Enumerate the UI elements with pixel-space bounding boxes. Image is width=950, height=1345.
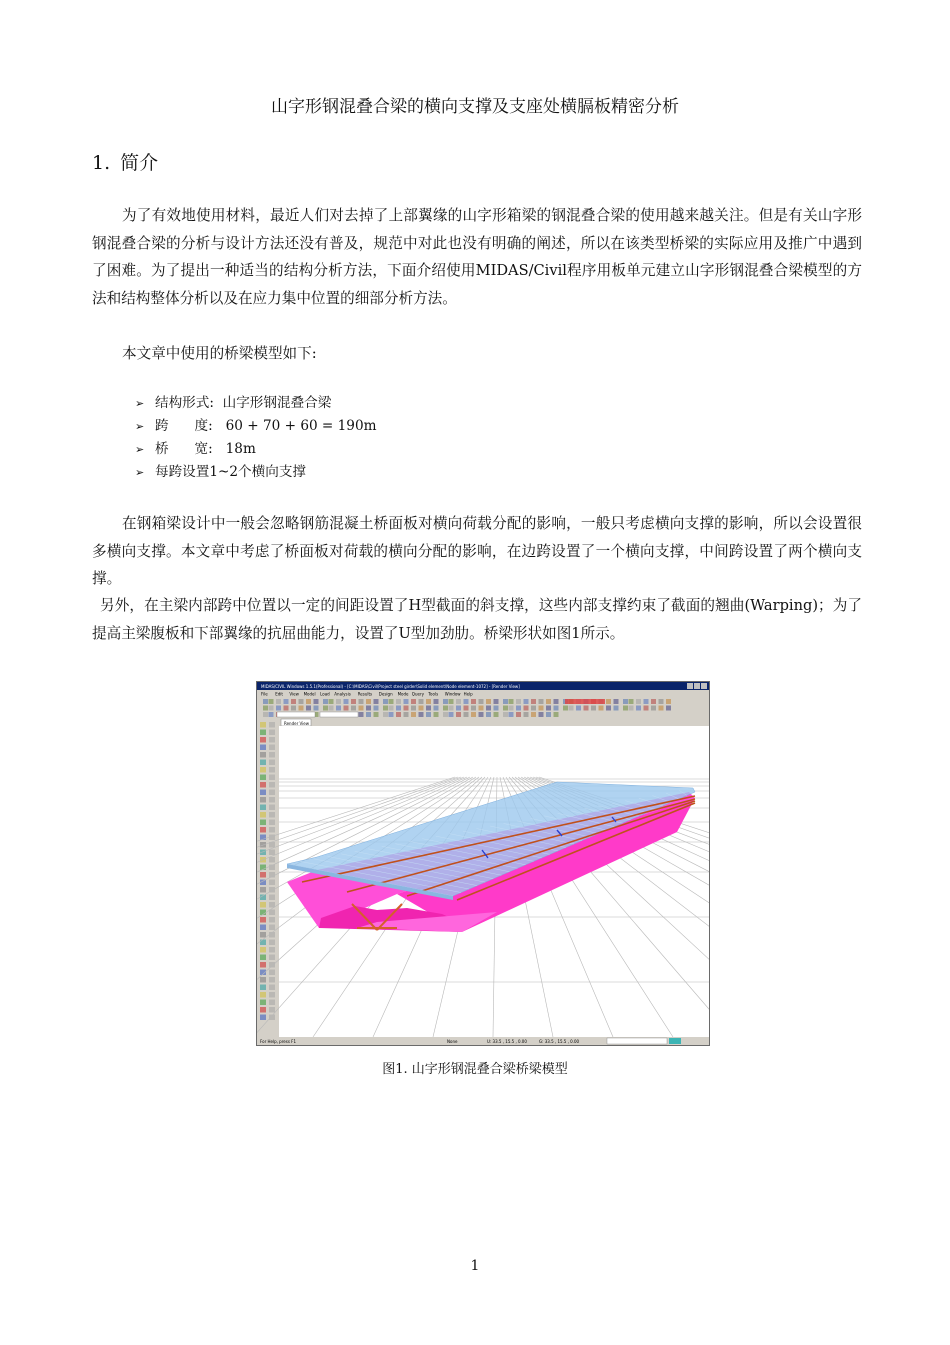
menu-item[interactable]: Tools <box>428 691 439 697</box>
left-toolbar-icon[interactable] <box>260 887 266 893</box>
left-toolbar-icon[interactable] <box>269 782 275 788</box>
figure-caption: 图1. 山字形钢混叠合梁桥梁模型 <box>382 1062 568 1077</box>
toolbar-button-icon[interactable] <box>644 699 649 704</box>
toolbar-button-icon[interactable] <box>404 712 409 717</box>
toolbar-button-icon[interactable] <box>456 699 461 704</box>
toolbar-button-icon[interactable] <box>486 706 491 711</box>
list-item: ➢ 桥 宽: 18m <box>135 438 376 461</box>
toolbar-button-icon[interactable] <box>509 712 514 717</box>
section-number: 1. <box>92 152 111 174</box>
toolbar-button-icon[interactable] <box>471 712 476 717</box>
menu-item[interactable]: View <box>289 691 299 697</box>
toolbar-button-icon[interactable] <box>659 706 664 711</box>
left-toolbar-icon[interactable] <box>269 925 275 931</box>
left-toolbar-icon[interactable] <box>269 1007 275 1013</box>
document-title: 山字形钢混叠合梁的横向支撑及支座处横膈板精密分析 <box>271 97 679 117</box>
left-toolbar-icon[interactable] <box>260 1015 266 1021</box>
toolbar-button-icon[interactable] <box>299 706 304 711</box>
toolbar-button-icon[interactable] <box>329 699 334 704</box>
toolbar-dropdown[interactable] <box>277 712 315 717</box>
left-toolbar-icon[interactable] <box>269 970 275 976</box>
toolbar-button-icon[interactable] <box>666 706 671 711</box>
toolbar-button-icon[interactable] <box>351 706 356 711</box>
toolbar-button-icon[interactable] <box>263 712 268 717</box>
left-toolbar-icon[interactable] <box>269 1000 275 1006</box>
menu-item[interactable]: Window <box>444 691 461 697</box>
toolbar-button-icon[interactable] <box>389 699 394 704</box>
figure-screenshot <box>256 681 710 1046</box>
toolbar-button-icon[interactable] <box>554 706 559 711</box>
menu-item[interactable]: Help <box>463 691 473 697</box>
left-toolbar-icon[interactable] <box>269 760 275 766</box>
toolbar-button-icon[interactable] <box>291 706 296 711</box>
toolbar-button-icon[interactable] <box>306 706 311 711</box>
left-toolbar-icon[interactable] <box>260 1000 266 1006</box>
toolbar-button-icon[interactable] <box>531 706 536 711</box>
toolbar-button-icon[interactable] <box>323 699 328 704</box>
intro-text: 为了有效地使用材料，最近人们对去掉了上部翼缘的山字形箱梁的钢混叠合梁的使用越来越关注。但是有关山字形钢混叠合梁的分析与设计方法还没有普及，规范中对此也没有明确的阐述，所以在该类型桥梁的实际应用及推广中遇到了困难。为了提出一种适当的结构分析方法，下面介绍使用MIDAS/Civil程序用板单元建立山字形钢混叠合梁模型的方法和结构整体分析以及在应力集中位置的细部分析方法。 <box>92 207 862 307</box>
toolbar-button-icon[interactable] <box>374 712 379 717</box>
toolbar-button-icon[interactable] <box>443 712 448 717</box>
toolbar-button-icon[interactable] <box>464 706 469 711</box>
toolbar-button-icon[interactable] <box>336 699 341 704</box>
left-toolbar-icon[interactable] <box>269 992 275 998</box>
toolbar-group-icon[interactable] <box>565 699 605 704</box>
menu-item[interactable]: File <box>261 691 268 697</box>
menu-item[interactable]: Load <box>320 691 330 697</box>
left-toolbar-icon[interactable] <box>260 745 266 751</box>
left-toolbar-icon[interactable] <box>260 917 266 923</box>
left-toolbar-icon[interactable] <box>260 947 266 953</box>
toolbar-button-icon[interactable] <box>464 712 469 717</box>
toolbar-button-icon[interactable] <box>606 699 611 704</box>
left-toolbar-icon[interactable] <box>260 992 266 998</box>
status-unit: None <box>447 1039 458 1044</box>
toolbar-button-icon[interactable] <box>629 699 634 704</box>
design-paragraph-1 <box>92 510 862 593</box>
left-toolbar-icon[interactable] <box>260 752 266 758</box>
toolbar-button-icon[interactable] <box>503 699 508 704</box>
toolbar-button-icon[interactable] <box>651 706 656 711</box>
toolbar-button-icon[interactable] <box>531 712 536 717</box>
toolbar-button-icon[interactable] <box>284 706 289 711</box>
menu-item[interactable]: Design <box>378 691 393 697</box>
design-paragraph-2 <box>92 592 862 647</box>
toolbar-button-icon[interactable] <box>659 699 664 704</box>
toolbar-button-icon[interactable] <box>443 706 448 711</box>
section-label: 简介 <box>120 152 159 174</box>
left-toolbar-icon[interactable] <box>260 925 266 931</box>
arrow-bullet-icon: ➢ <box>135 466 145 479</box>
toolbar-button-icon[interactable] <box>516 712 521 717</box>
toolbar-button-icon[interactable] <box>276 699 281 704</box>
toolbar-button-icon[interactable] <box>614 699 619 704</box>
toolbar-button-icon[interactable] <box>344 699 349 704</box>
left-toolbar-icon[interactable] <box>269 767 275 773</box>
toolbar-button-icon[interactable] <box>599 706 604 711</box>
toolbar-button-icon[interactable] <box>539 699 544 704</box>
menu-item[interactable]: Model <box>303 691 316 697</box>
toolbar-button-icon[interactable] <box>389 712 394 717</box>
toolbar-button-icon[interactable] <box>524 706 529 711</box>
left-toolbar-icon[interactable] <box>260 895 266 901</box>
left-toolbar-icon[interactable] <box>260 767 266 773</box>
toolbar-button-icon[interactable] <box>396 712 401 717</box>
toolbar-button-icon[interactable] <box>464 699 469 704</box>
toolbar-button-icon[interactable] <box>366 699 371 704</box>
left-toolbar-icon[interactable] <box>260 722 266 728</box>
minimize-icon <box>687 683 693 689</box>
toolbar-button-icon[interactable] <box>314 706 319 711</box>
toolbar-button-icon[interactable] <box>516 699 521 704</box>
left-toolbar-icon[interactable] <box>269 985 275 991</box>
arrow-bullet-icon: ➢ <box>135 443 145 456</box>
toolbar-button-icon[interactable] <box>509 706 514 711</box>
toolbar-button-icon[interactable] <box>411 706 416 711</box>
menu-item[interactable]: Query <box>411 691 424 697</box>
status-coords-g: G: 33.5 , 15.5 , 0.00 <box>539 1039 580 1044</box>
left-toolbar-icon[interactable] <box>260 827 266 833</box>
left-toolbar-icon[interactable] <box>260 820 266 826</box>
toolbar-button-icon[interactable] <box>323 706 328 711</box>
menu-item[interactable]: Analysis <box>334 691 351 697</box>
toolbar-button-icon[interactable] <box>411 712 416 717</box>
maximize-icon <box>694 683 700 689</box>
toolbar-button-icon[interactable] <box>426 712 431 717</box>
list-item: ➢ 跨 度: 60 + 70 + 60 = 190m <box>135 415 376 438</box>
design-text-1: 在钢箱梁设计中一般会忽略钢筋混凝土桥面板对横向荷载分配的影响，一般只考虑横向支撑的影响，所以会设置很多横向支撑。本文章中考虑了桥面板对荷载的横向分配的影响，在边跨设置了一个横向支撑，中间跨设置了两个横向支撑。 <box>92 515 862 587</box>
left-toolbar-icon[interactable] <box>269 820 275 826</box>
left-toolbar-icon[interactable] <box>260 962 266 968</box>
left-toolbar-icon[interactable] <box>269 902 275 908</box>
toolbar-button-icon[interactable] <box>629 706 634 711</box>
toolbar-button-icon[interactable] <box>419 699 424 704</box>
left-toolbar-icon[interactable] <box>269 880 275 886</box>
toolbar-button-icon[interactable] <box>494 706 499 711</box>
left-toolbar-icon[interactable] <box>269 790 275 796</box>
left-toolbar-icon[interactable] <box>260 932 266 938</box>
toolbar-button-icon[interactable] <box>276 706 281 711</box>
left-toolbar-icon[interactable] <box>260 737 266 743</box>
toolbar-button-icon[interactable] <box>269 712 274 717</box>
toolbar-button-icon[interactable] <box>651 699 656 704</box>
toolbar-button-icon[interactable] <box>524 699 529 704</box>
toolbar-button-icon[interactable] <box>569 706 574 711</box>
left-toolbar-icon[interactable] <box>269 940 275 946</box>
left-toolbar-icon[interactable] <box>269 797 275 803</box>
toolbar-button-icon[interactable] <box>623 706 628 711</box>
toolbar-button-icon[interactable] <box>606 706 611 711</box>
toolbar-button-icon[interactable] <box>359 699 364 704</box>
list-item: ➢ 每跨设置1~2个横向支撑 <box>135 461 376 484</box>
left-toolbar-icon[interactable] <box>269 827 275 833</box>
toolbar-button-icon[interactable] <box>494 712 499 717</box>
left-toolbar-icon[interactable] <box>269 955 275 961</box>
left-toolbar-icon[interactable] <box>269 857 275 863</box>
toolbar-button-icon[interactable] <box>554 712 559 717</box>
toolbar-button-icon[interactable] <box>383 699 388 704</box>
toolbar-button-icon[interactable] <box>404 699 409 704</box>
left-toolbar-icon[interactable] <box>260 955 266 961</box>
toolbar-button-icon[interactable] <box>546 699 551 704</box>
left-toolbar-icon[interactable] <box>269 910 275 916</box>
toolbar-button-icon[interactable] <box>584 706 589 711</box>
toolbar-button-icon[interactable] <box>411 699 416 704</box>
toolbar-button-icon[interactable] <box>449 712 454 717</box>
model-intro-paragraph <box>92 340 862 368</box>
toolbar-button-icon[interactable] <box>396 706 401 711</box>
model-spec-list <box>135 392 376 484</box>
toolbar-button-icon[interactable] <box>366 712 371 717</box>
left-toolbar-icon[interactable] <box>260 730 266 736</box>
left-toolbar-icon[interactable] <box>269 850 275 856</box>
toolbar-button-icon[interactable] <box>666 699 671 704</box>
toolbar-button-icon[interactable] <box>471 699 476 704</box>
toolbar-button-icon[interactable] <box>434 699 439 704</box>
left-toolbar-icon[interactable] <box>260 812 266 818</box>
toolbar-button-icon[interactable] <box>494 699 499 704</box>
left-toolbar-icon[interactable] <box>260 902 266 908</box>
toolbar-button-icon[interactable] <box>366 706 371 711</box>
view-mode-icon <box>669 1038 681 1044</box>
toolbar-button-icon[interactable] <box>383 712 388 717</box>
toolbar-button-icon[interactable] <box>563 706 568 711</box>
left-toolbar-icon[interactable] <box>260 760 266 766</box>
left-toolbar-icon[interactable] <box>269 962 275 968</box>
toolbar-button-icon[interactable] <box>336 706 341 711</box>
left-toolbar-icon[interactable] <box>269 745 275 751</box>
toolbar-button-icon[interactable] <box>546 706 551 711</box>
status-help: For Help, press F1 <box>260 1039 297 1044</box>
toolbar-button-icon[interactable] <box>269 706 274 711</box>
toolbar-button-icon[interactable] <box>479 712 484 717</box>
toolbar-button-icon[interactable] <box>449 706 454 711</box>
toolbar-button-icon[interactable] <box>314 699 319 704</box>
toolbar-dropdown[interactable] <box>320 712 358 717</box>
left-toolbar-icon[interactable] <box>260 790 266 796</box>
toolbar-button-icon[interactable] <box>503 706 508 711</box>
toolbar-button-icon[interactable] <box>419 712 424 717</box>
toolbar-button-icon[interactable] <box>434 712 439 717</box>
toolbar-button-icon[interactable] <box>269 699 274 704</box>
units-select <box>607 1038 667 1044</box>
left-toolbar-icon[interactable] <box>269 752 275 758</box>
left-toolbar-icon[interactable] <box>260 985 266 991</box>
close-icon <box>701 683 707 689</box>
toolbar-button-icon[interactable] <box>636 699 641 704</box>
left-toolbar-icon[interactable] <box>260 797 266 803</box>
left-toolbar-icon[interactable] <box>269 805 275 811</box>
list-item: ➢ 结构形式: 山字形钢混叠合梁 <box>135 392 376 415</box>
left-toolbar-icon[interactable] <box>260 977 266 983</box>
toolbar-button-icon[interactable] <box>456 712 461 717</box>
toolbar-button-icon[interactable] <box>306 699 311 704</box>
toolbar-button-icon[interactable] <box>404 706 409 711</box>
left-toolbar-icon[interactable] <box>269 737 275 743</box>
intro-paragraph <box>92 202 862 312</box>
left-toolbar-icon[interactable] <box>269 977 275 983</box>
toolbar-button-icon[interactable] <box>374 706 379 711</box>
tab-label: Render View <box>284 721 310 726</box>
toolbar-button-icon[interactable] <box>443 699 448 704</box>
toolbar-button-icon[interactable] <box>479 699 484 704</box>
toolbar-button-icon[interactable] <box>644 706 649 711</box>
toolbar-button-icon[interactable] <box>591 706 596 711</box>
toolbar-button-icon[interactable] <box>263 706 268 711</box>
toolbar-button-icon[interactable] <box>636 706 641 711</box>
menu-item[interactable]: Results <box>357 691 373 697</box>
left-toolbar-icon[interactable] <box>269 917 275 923</box>
toolbar-button-icon[interactable] <box>359 706 364 711</box>
toolbar-button-icon[interactable] <box>456 706 461 711</box>
toolbar-button-icon[interactable] <box>539 706 544 711</box>
toolbar-button-icon[interactable] <box>524 712 529 717</box>
toolbar-button-icon[interactable] <box>351 699 356 704</box>
menu-item[interactable]: Edit <box>275 691 283 697</box>
toolbar-button-icon[interactable] <box>576 706 581 711</box>
status-coords-u: U: 33.5 , 15.5 , 0.00 <box>487 1039 527 1044</box>
toolbar-button-icon[interactable] <box>383 706 388 711</box>
toolbar-button-icon[interactable] <box>299 699 304 704</box>
toolbar-button-icon[interactable] <box>344 706 349 711</box>
left-toolbar-icon[interactable] <box>260 940 266 946</box>
left-toolbar-icon[interactable] <box>260 775 266 781</box>
toolbar-button-icon[interactable] <box>539 712 544 717</box>
left-toolbar-icon[interactable] <box>269 722 275 728</box>
toolbar-button-icon[interactable] <box>263 699 268 704</box>
left-toolbar-icon[interactable] <box>269 812 275 818</box>
left-toolbar-icon[interactable] <box>260 805 266 811</box>
toolbar-button-icon[interactable] <box>503 712 508 717</box>
page-number: 1 <box>470 1258 480 1274</box>
toolbar-button-icon[interactable] <box>449 699 454 704</box>
arrow-bullet-icon: ➢ <box>135 420 145 433</box>
menu-item[interactable]: Mode <box>397 691 409 697</box>
left-toolbar-icon[interactable] <box>260 1007 266 1013</box>
toolbar-button-icon[interactable] <box>359 712 364 717</box>
window-title: MIDAS/CIVIL Windows 1.5.1(Professional) - [C:\MIDAS\Civil\Project steel girder\Solid element\Node element-1072] - [Render View] <box>261 684 520 689</box>
left-toolbar-icon[interactable] <box>260 850 266 856</box>
toolbar-button-icon[interactable] <box>516 706 521 711</box>
left-toolbar-icon[interactable] <box>260 782 266 788</box>
toolbar-button-icon[interactable] <box>546 712 551 717</box>
toolbar-button-icon[interactable] <box>426 699 431 704</box>
toolbar-button-icon[interactable] <box>509 699 514 704</box>
left-toolbar-icon[interactable] <box>269 947 275 953</box>
toolbar-button-icon[interactable] <box>426 706 431 711</box>
section-heading <box>92 148 158 175</box>
toolbar-button-icon[interactable] <box>623 699 628 704</box>
toolbar-button-icon[interactable] <box>479 706 484 711</box>
toolbar-button-icon[interactable] <box>329 706 334 711</box>
toolbar-button-icon[interactable] <box>434 706 439 711</box>
model-intro-text: 本文章中使用的桥梁模型如下: <box>122 345 317 362</box>
toolbar-button-icon[interactable] <box>614 706 619 711</box>
toolbar-button-icon[interactable] <box>291 699 296 704</box>
arrow-bullet-icon: ➢ <box>135 397 145 410</box>
left-toolbar-icon[interactable] <box>269 775 275 781</box>
toolbar-button-icon[interactable] <box>531 699 536 704</box>
left-toolbar-icon[interactable] <box>260 872 266 878</box>
left-toolbar-icon[interactable] <box>269 895 275 901</box>
toolbar-button-icon[interactable] <box>471 706 476 711</box>
toolbar-button-icon[interactable] <box>396 699 401 704</box>
toolbar-button-icon[interactable] <box>486 699 491 704</box>
left-toolbar-icon[interactable] <box>269 730 275 736</box>
design-text-2: 另外，在主梁内部跨中位置以一定的间距设置了H型截面的斜支撑，这些内部支撑约束了截面的翘曲(Warping)；为了提高主梁腹板和下部翼缘的抗屈曲能力，设置了U型加劲肋。桥梁形状如图1所示。 <box>92 597 862 642</box>
toolbar-button-icon[interactable] <box>389 706 394 711</box>
toolbar-button-icon[interactable] <box>554 699 559 704</box>
toolbar-button-icon[interactable] <box>374 699 379 704</box>
toolbar-button-icon[interactable] <box>486 712 491 717</box>
toolbar-button-icon[interactable] <box>419 706 424 711</box>
toolbar-button-icon[interactable] <box>284 699 289 704</box>
